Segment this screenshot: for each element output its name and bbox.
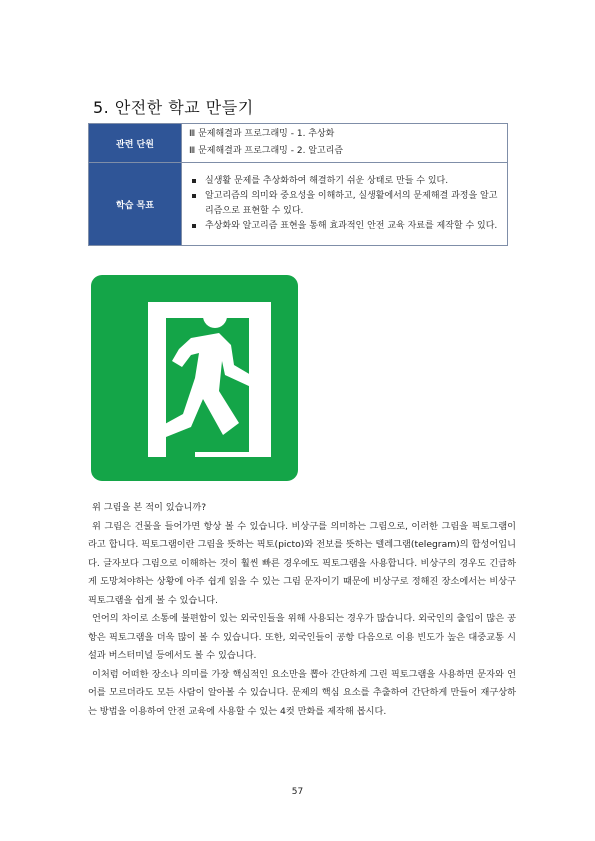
- learning-goal-list: [183, 171, 506, 237]
- learning-goal-cell: [182, 163, 508, 246]
- related-unit-item: Ⅲ 문제해결과 프로그래밍 - 2. 알고리즘: [189, 146, 344, 156]
- learning-goal-row: [89, 163, 508, 246]
- related-unit-row: [89, 124, 508, 163]
- related-unit-item: Ⅲ 문제해결과 프로그래밍 - 1. 추상화: [189, 129, 335, 139]
- learning-goal-header: 학습 목표: [89, 163, 182, 246]
- emergency-exit-pictogram-icon: [91, 275, 298, 481]
- page-number: 57: [291, 787, 304, 797]
- body-text: [88, 499, 516, 721]
- section-title: 5. 안전한 학교 만들기: [93, 98, 254, 117]
- paragraph: 위 그림을 본 적이 있습니까?: [92, 502, 207, 513]
- paragraph: 이처럼 어떠한 장소나 의미를 가장 핵심적인 요소만을 뽑아 간단하게 그린 픽토그램을 사용하면 문자와 언어를 모르더라도 모든 사람이 알아볼 수 있습니다. 문제의 핵심 요소를 추출하여 간단하게 만들어 재구상하는 방법을 이용하여 안전 교육에 사용할 수 있는 4컷 만화를 제작해 봅시다.: [88, 668, 516, 717]
- related-unit-header: 관련 단원: [89, 124, 182, 163]
- learning-goal-item: 알고리즘의 의미와 중요성을 이해하고, 실생활에서의 문제해결 과정을 알고리즘으로 표현할 수 있다.: [205, 189, 500, 219]
- learning-goal-item: 추상화와 알고리즘 표현을 통해 효과적인 안전 교육 자료를 제작할 수 있다.: [205, 219, 500, 234]
- paragraph: 언어의 차이로 소통에 불편함이 있는 외국인들을 위해 사용되는 경우가 많습니다. 외국인의 출입이 많은 공항은 픽토그램을 더욱 많이 볼 수 있습니다. 또한, 외국인들이 공항 다음으로 이용 빈도가 높은 대중교통 시설과 버스터미널 등에서도 볼 수 있습니다.: [88, 613, 516, 661]
- related-unit-cell: [182, 124, 508, 163]
- lesson-info-table: [88, 123, 508, 246]
- learning-goal-item: 실생활 문제를 추상화하여 해결하기 쉬운 상태로 만들 수 있다.: [205, 174, 500, 189]
- emergency-exit-sign: [91, 275, 298, 481]
- paragraph: 위 그림은 건물을 들어가면 항상 볼 수 있습니다. 비상구를 의미하는 그림으로, 이러한 그림을 픽토그램이라고 합니다. 픽토그램이란 그림을 뜻하는 픽토(picto)와 전보를 뜻하는 텔레그램(telegram)의 합성어입니다. 글자보다 그림으로 이해하는 것이 훨씬 빠른 경우에도 픽토그램을 사용합니다. 비상구의 경우도 긴급하게 도망쳐야하는 상황에 아주 쉽게 읽을 수 있는 그림 문자이기 때문에 비상구로 정해진 장소에서는 비상구 픽토그램을 쉽게 볼 수 있습니다.: [88, 520, 516, 606]
